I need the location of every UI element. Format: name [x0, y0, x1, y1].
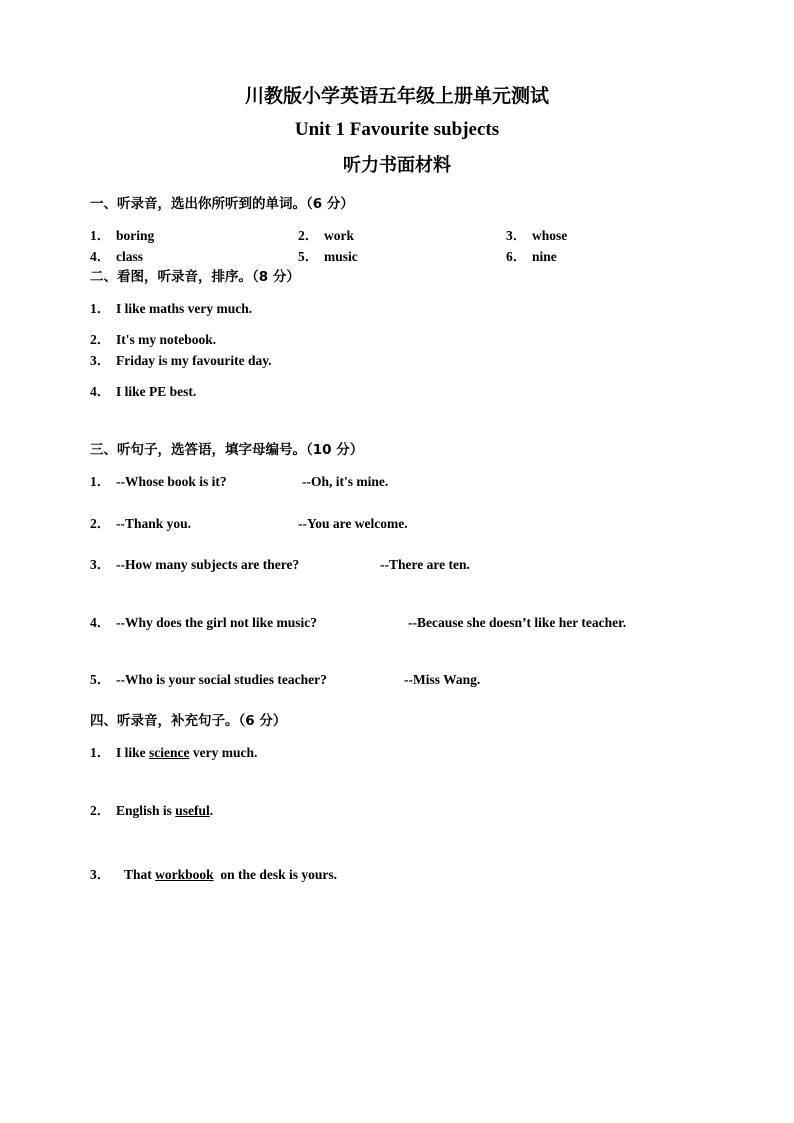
word-text: whose [532, 228, 568, 243]
word-item [506, 227, 567, 245]
sentence-part: English is [116, 803, 176, 818]
list-item [90, 352, 272, 370]
item-number: 1． [90, 301, 111, 316]
item-number: 3． [506, 228, 527, 243]
sentence-text: I like maths very much. [116, 301, 253, 316]
item-number: 4． [90, 384, 111, 399]
question: --How many subjects are there? [116, 557, 300, 572]
word-text: class [116, 249, 143, 264]
answer-text: --Miss Wang. [404, 672, 481, 687]
item-number: 5． [298, 249, 319, 264]
question: --Who is your social studies teacher? [116, 672, 327, 687]
item-number: 2． [90, 332, 111, 347]
sentence-text: I like PE best. [116, 384, 197, 399]
answer-text: --Oh, it's mine. [302, 474, 389, 489]
page-subtitle: 听力书面材料 [343, 155, 451, 176]
word-text: work [324, 228, 354, 243]
dialogue-item [90, 556, 690, 574]
word-item [298, 248, 358, 266]
item-number: 2． [90, 803, 111, 818]
question-text [90, 473, 227, 491]
dialogue-item [90, 473, 690, 491]
item-number: 1． [90, 474, 111, 489]
question-text [90, 614, 317, 632]
answer-blank: science [149, 745, 190, 760]
item-number: 6． [506, 249, 527, 264]
item-number: 4． [90, 249, 111, 264]
page-title: 川教版小学英语五年级上册单元测试 [244, 85, 549, 107]
question: --Thank you. [116, 516, 192, 531]
list-item [90, 300, 252, 318]
item-number: 4． [90, 615, 111, 630]
item-number: 3． [90, 557, 111, 572]
sentence-part: I like [116, 745, 150, 760]
question: --Whose book is it? [116, 474, 227, 489]
fill-sentence [90, 744, 257, 762]
item-number: 2． [298, 228, 319, 243]
item-number: 5． [90, 672, 111, 687]
sentence-part: That [124, 867, 156, 882]
sentence-part: on the desk is yours. [213, 867, 338, 882]
dialogue-item [90, 671, 690, 689]
unit-title: Unit 1 Favourite subjects [294, 119, 500, 140]
dialogue-item [90, 614, 700, 632]
dialogue-item [90, 515, 690, 533]
sentence-part: very much. [189, 745, 258, 760]
answer-blank: workbook [155, 867, 214, 882]
answer-text: --You are welcome. [298, 516, 408, 531]
item-number: 1． [90, 228, 111, 243]
question: --Why does the girl not like music? [116, 615, 317, 630]
word-item [506, 248, 557, 266]
section3-heading: 三、听句子，选答语，填字母编号。（10 分） [90, 442, 364, 458]
section1-word-grid [90, 227, 710, 267]
section2-heading: 二、看图，听录音，排序。（8 分） [90, 269, 300, 285]
section1-heading: 一、听录音，选出你所听到的单词。（6 分） [90, 196, 354, 212]
question-text [90, 556, 299, 574]
answer-text: --There are ten. [380, 557, 470, 572]
list-item [90, 331, 216, 349]
sentence-part: . [209, 803, 214, 818]
word-text: boring [116, 228, 155, 243]
fill-sentence [90, 866, 337, 884]
item-number: 3． [90, 353, 111, 368]
section4-heading: 四、听录音，补充句子。（6 分） [90, 713, 287, 729]
word-item [298, 227, 354, 245]
sentence-text: Friday is my favourite day. [116, 353, 272, 368]
question-text [90, 671, 327, 689]
word-text: music [324, 249, 358, 264]
fill-sentence [90, 802, 213, 820]
item-number: 3． [90, 867, 111, 882]
answer-blank: useful [175, 803, 210, 818]
item-number: 2． [90, 516, 111, 531]
sentence-text: It's my notebook. [116, 332, 217, 347]
word-text: nine [532, 249, 557, 264]
list-item [90, 383, 196, 401]
word-item [90, 248, 143, 266]
question-text [90, 515, 191, 533]
word-item [90, 227, 154, 245]
item-number: 1． [90, 745, 111, 760]
answer-text: --Because she doesn’t like her teacher. [408, 615, 627, 630]
